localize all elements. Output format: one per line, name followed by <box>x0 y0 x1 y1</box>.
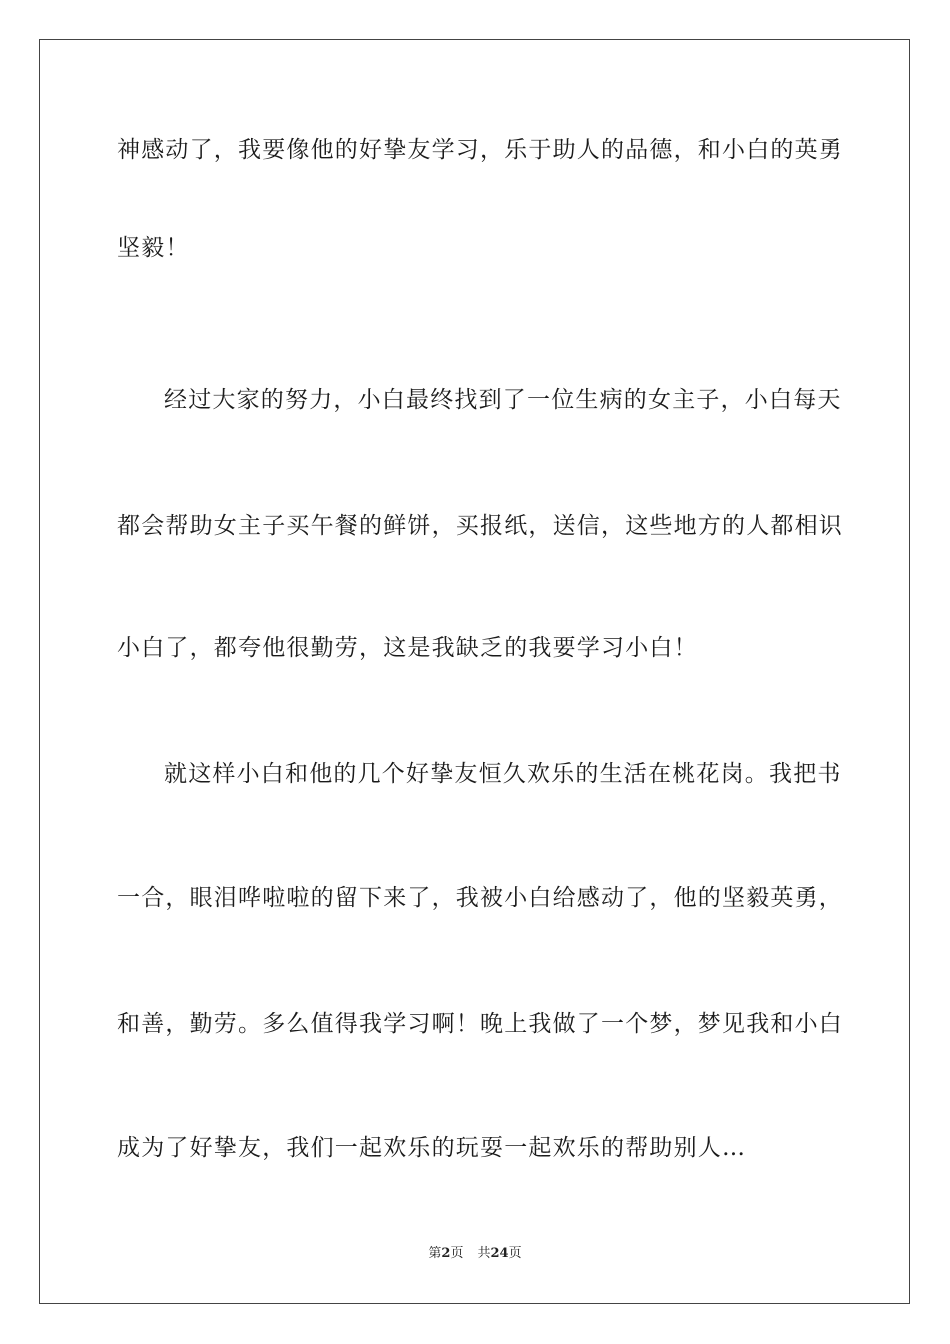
page-footer <box>0 1245 950 1263</box>
total-suffix: 页 <box>508 1246 522 1261</box>
total-pages: 24 <box>490 1246 509 1261</box>
text-line-7: 一合，眼泪哗啦啦的留下来了，我被小白给感动了，他的坚毅英勇， <box>117 885 843 911</box>
text-line-4: 都会帮助女主子买午餐的鲜饼，买报纸，送信，这些地方的人都相识 <box>117 513 843 539</box>
page-frame <box>39 39 910 1304</box>
text-line-1: 神感动了，我要像他的好挚友学习，乐于助人的品德，和小白的英勇 <box>117 137 843 163</box>
text-line-3: 经过大家的努力，小白最终找到了一位生病的女主子，小白每天 <box>164 387 842 413</box>
page-prefix: 第 <box>428 1246 442 1261</box>
total-prefix: 共 <box>477 1246 491 1261</box>
text-line-2: 坚毅！ <box>117 235 190 261</box>
text-line-9: 成为了好挚友，我们一起欢乐的玩耍一起欢乐的帮助别人… <box>117 1135 747 1161</box>
page-number: 2 <box>441 1246 451 1261</box>
page-suffix: 页 <box>450 1246 464 1261</box>
text-line-5: 小白了，都夸他很勤劳，这是我缺乏的我要学习小白！ <box>117 635 698 661</box>
text-line-6: 就这样小白和他的几个好挚友恒久欢乐的生活在桃花岗。我把书 <box>164 761 842 787</box>
text-line-8: 和善，勤劳。多么值得我学习啊！晚上我做了一个梦，梦见我和小白 <box>117 1011 843 1037</box>
